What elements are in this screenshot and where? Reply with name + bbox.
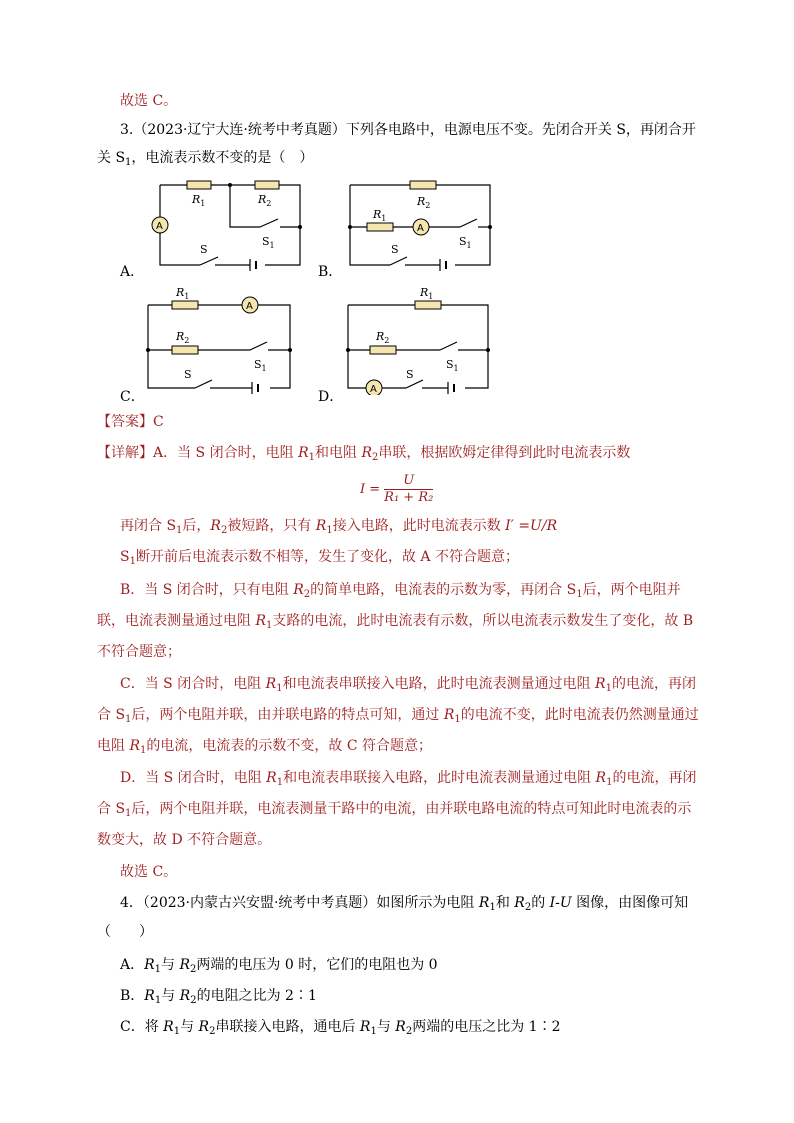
answer-line: 【答案】C (97, 414, 164, 430)
circuit-d-diagram (340, 280, 495, 395)
question-3-stem: 3.（2023·辽宁大连·统考中考真题）下列各电路中，电源电压不变。先闭合开关 S，再闭合开 (120, 122, 696, 138)
question-4-option-a: A．$R_1$与 $R_2$两端的电压为 0 时，它们的电阻也为 0 (120, 957, 438, 975)
svg-text:R2: $R_2$ (176, 330, 190, 345)
svg-text:S1: $S_1$ (262, 235, 275, 250)
question-3-stem-2: 关 $S_1$，电流表示数不变的是（ ） (97, 150, 314, 168)
question-4-option-c: C．将 $R_1$与 $R_2$串联接入电路，通电后 $R_1$与 $R_2$两端的电压之比为 1∶2 (120, 1019, 561, 1037)
svg-text:R2: $R_2$ (258, 193, 272, 208)
svg-text:A: A (246, 301, 253, 312)
svg-text:S1: $S_1$ (446, 358, 459, 373)
question-4-option-b: B．$R_1$与 $R_2$的电阻之比为 2∶1 (120, 988, 317, 1006)
svg-text:S1: $S_1$ (459, 235, 472, 250)
option-b-label: B． (318, 264, 343, 280)
detail-c-line-1: C．当 S 闭合时，电阻 $R_1$和电流表串联接入电路，此时电流表测量通过电阻 $R_1$的电流，再闭 (120, 676, 696, 694)
svg-text:R1: $R_1$ (192, 193, 206, 208)
option-d-label: D． (318, 389, 344, 405)
svg-text:R1: $R_1$ (373, 208, 387, 223)
circuit-c-diagram (140, 280, 300, 395)
option-a-label: A． (120, 264, 145, 280)
svg-text:S: S (184, 368, 192, 381)
circuit-a-diagram (150, 175, 310, 275)
circuit-b-diagram (345, 175, 495, 275)
detail-b-line-2: 联，电流表测量通过电阻 $R_1$支路的电流，此时电流表有示数，所以电流表示数发生了变化，故 B (97, 613, 694, 631)
svg-text:S: S (406, 368, 414, 381)
question-4-stem: 4．（2023·内蒙古兴安盟·统考中考真题）如图所示为电阻 $R_1$和 $R_2$的 I-U 图像，由图像可知 (120, 895, 689, 913)
detail-a-line-3: $S_1$断开前后电流表示数不相等，发生了变化，故 A 不符合题意； (120, 549, 519, 567)
detail-d-line-3: 数变大，故 D 不符合题意。 (97, 832, 272, 848)
option-c-label: C． (120, 389, 145, 405)
detail-a-line-2: 再闭合 $S_1$后，$R_2$被短路，只有 $R_1$接入电路，此时电流表示数 I′ =U/R (120, 518, 558, 536)
svg-text:R2: $R_2$ (417, 195, 431, 210)
svg-text:R1: $R_1$ (176, 286, 190, 301)
conclusion-line-1: 故选 C。 (120, 93, 178, 109)
svg-text:A: A (370, 384, 377, 395)
detail-d-line-1: D．当 S 闭合时，电阻 $R_1$和电流表串联接入电路，此时电流表测量通过电阻 $R_1$的电流，再闭 (120, 770, 697, 788)
svg-text:S: S (200, 243, 208, 256)
svg-text:R1: $R_1$ (420, 286, 434, 301)
svg-text:R2: $R_2$ (376, 330, 390, 345)
detail-c-line-2: 合 $S_1$后，两个电阻并联，由并联电路的特点可知，通过 $R_1$的电流不变，此时电流表仍然测量通过 (97, 707, 699, 725)
svg-text:S1: $S_1$ (254, 358, 267, 373)
ammeter-label: A (156, 221, 163, 232)
question-4-stem-2: （ ） (97, 924, 153, 940)
detail-b-line-3: 不符合题意； (97, 644, 181, 660)
detail-b-line-1: B．当 S 闭合时，只有电阻 $R_2$的简单电路，电流表的示数为零，再闭合 $S_1$后，两个电阻并 (120, 582, 681, 600)
svg-text:A: A (417, 223, 424, 234)
detail-a-line-1: 【详解】A．当 S 闭合时，电阻 $R_1$和电阻 $R_2$串联，根据欧姆定律得到此时电流表示数 (97, 445, 631, 463)
detail-c-line-3: 电阻 $R_1$的电流，电流表的示数不变，故 C 符合题意； (97, 738, 432, 756)
detail-d-line-2: 合 $S_1$后，两个电阻并联，电流表测量干路中的电流，由并联电路电流的特点可知此时电流表的示 (97, 801, 692, 819)
svg-text:S: S (391, 243, 399, 256)
ohm-formula: I = $\frac{U}{\text{R₁ + R₂}}$ (360, 473, 434, 505)
conclusion-line-2: 故选 C。 (120, 864, 178, 880)
